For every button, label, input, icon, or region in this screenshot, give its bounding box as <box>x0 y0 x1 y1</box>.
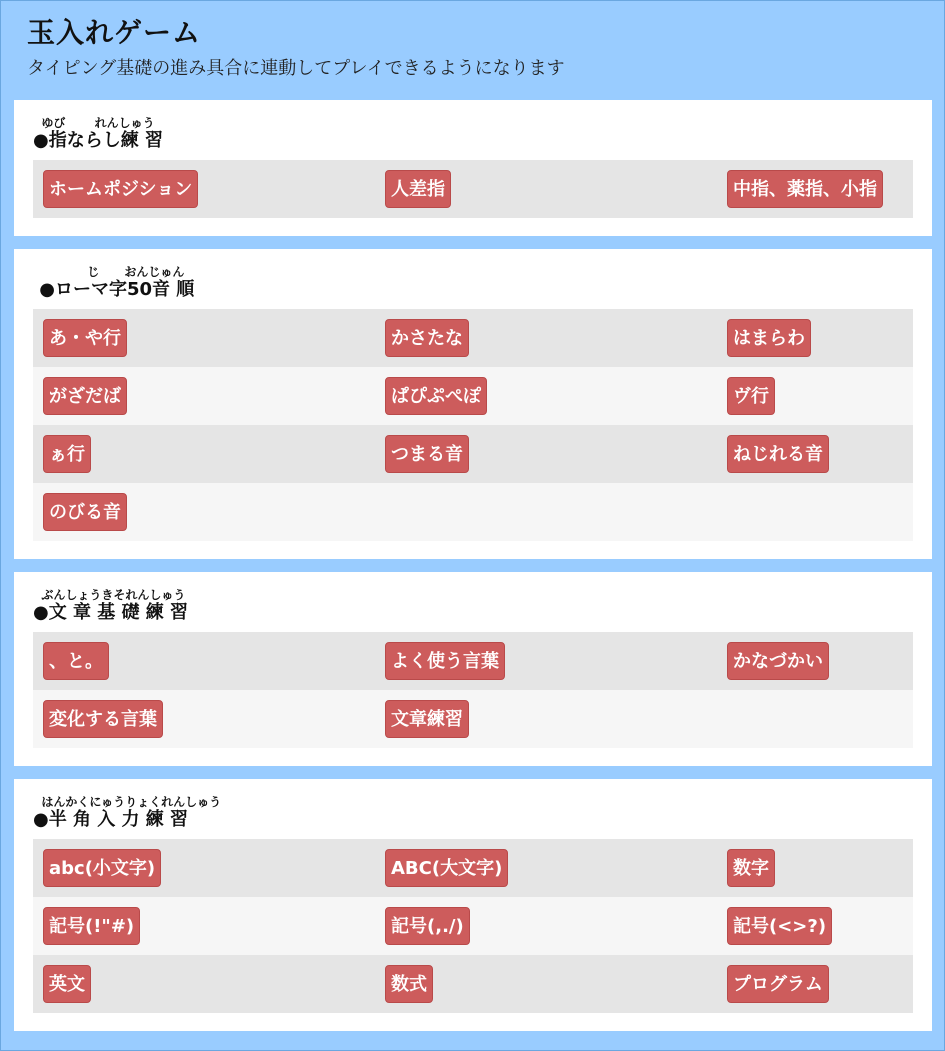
section-ruby: はんかくにゅうりょくれんしゅう <box>33 795 222 809</box>
section-romaji <box>14 249 932 559</box>
sentence-practice-button[interactable]: 文章練習 <box>385 700 469 738</box>
tsumaru-on-button[interactable]: つまる音 <box>385 435 469 473</box>
uppercase-button[interactable]: ABC(大文字) <box>385 849 508 887</box>
section-title: ●半 角 入 力 練 習 <box>33 809 189 830</box>
formulas-button[interactable]: 数式 <box>385 965 433 1003</box>
section-heading-block <box>33 249 913 309</box>
nobiru-on-button[interactable]: のびる音 <box>43 493 127 531</box>
a-ya-row-button[interactable]: あ・や行 <box>43 319 127 357</box>
section-heading-block <box>33 100 913 160</box>
section-ruby: ぶんしょうきそれんしゅう <box>33 588 186 602</box>
page-title: 玉入れゲーム <box>27 16 202 49</box>
button-row <box>33 425 913 483</box>
section-title: ●指ならし練 習 <box>33 130 163 151</box>
section-sentence-basics <box>14 572 932 766</box>
inflected-words-button[interactable]: 変化する言葉 <box>43 700 163 738</box>
page-header <box>27 15 565 81</box>
button-row <box>33 160 913 218</box>
section-finger-practice <box>14 100 932 236</box>
section-ruby: ゆび れんしゅう <box>33 116 155 130</box>
home-position-button[interactable]: ホームポジション <box>43 170 198 208</box>
programming-button[interactable]: プログラム <box>727 965 829 1003</box>
section-ruby: じ おんじゅん <box>33 265 185 279</box>
button-row <box>33 309 913 367</box>
ha-ma-ra-wa-button[interactable]: はまらわ <box>727 319 811 357</box>
section-halfwidth-input <box>14 779 932 1031</box>
symbols-2-button[interactable]: 記号(,./) <box>385 907 470 945</box>
button-row <box>33 367 913 425</box>
ga-za-da-ba-button[interactable]: がざだば <box>43 377 127 415</box>
nejireru-on-button[interactable]: ねじれる音 <box>727 435 829 473</box>
button-row <box>33 955 913 1013</box>
kanazukai-button[interactable]: かなづかい <box>727 642 829 680</box>
section-heading-block <box>33 779 913 839</box>
english-sentences-button[interactable]: 英文 <box>43 965 91 1003</box>
middle-ring-little-finger-button[interactable]: 中指、薬指、小指 <box>727 170 883 208</box>
common-words-button[interactable]: よく使う言葉 <box>385 642 505 680</box>
page-subtitle: タイピング基礎の進み具合に連動してプレイできるようになります <box>27 58 565 79</box>
section-title: ●ローマ字50音 順 <box>33 279 195 300</box>
button-row <box>33 632 913 690</box>
index-finger-button[interactable]: 人差指 <box>385 170 451 208</box>
lowercase-button[interactable]: abc(小文字) <box>43 849 161 887</box>
button-row <box>33 690 913 748</box>
button-row <box>33 483 913 541</box>
punctuation-button[interactable]: 、と。 <box>43 642 109 680</box>
section-title: ●文 章 基 礎 練 習 <box>33 602 189 623</box>
symbols-1-button[interactable]: 記号(!"#) <box>43 907 140 945</box>
section-heading-block <box>33 572 913 632</box>
pa-pi-pu-pe-po-button[interactable]: ぱぴぷぺぽ <box>385 377 487 415</box>
vu-row-button[interactable]: ヴ行 <box>727 377 775 415</box>
button-row <box>33 839 913 897</box>
numbers-button[interactable]: 数字 <box>727 849 775 887</box>
small-a-row-button[interactable]: ぁ行 <box>43 435 91 473</box>
symbols-3-button[interactable]: 記号(<>?) <box>727 907 832 945</box>
ka-sa-ta-na-button[interactable]: かさたな <box>385 319 469 357</box>
button-row <box>33 897 913 955</box>
